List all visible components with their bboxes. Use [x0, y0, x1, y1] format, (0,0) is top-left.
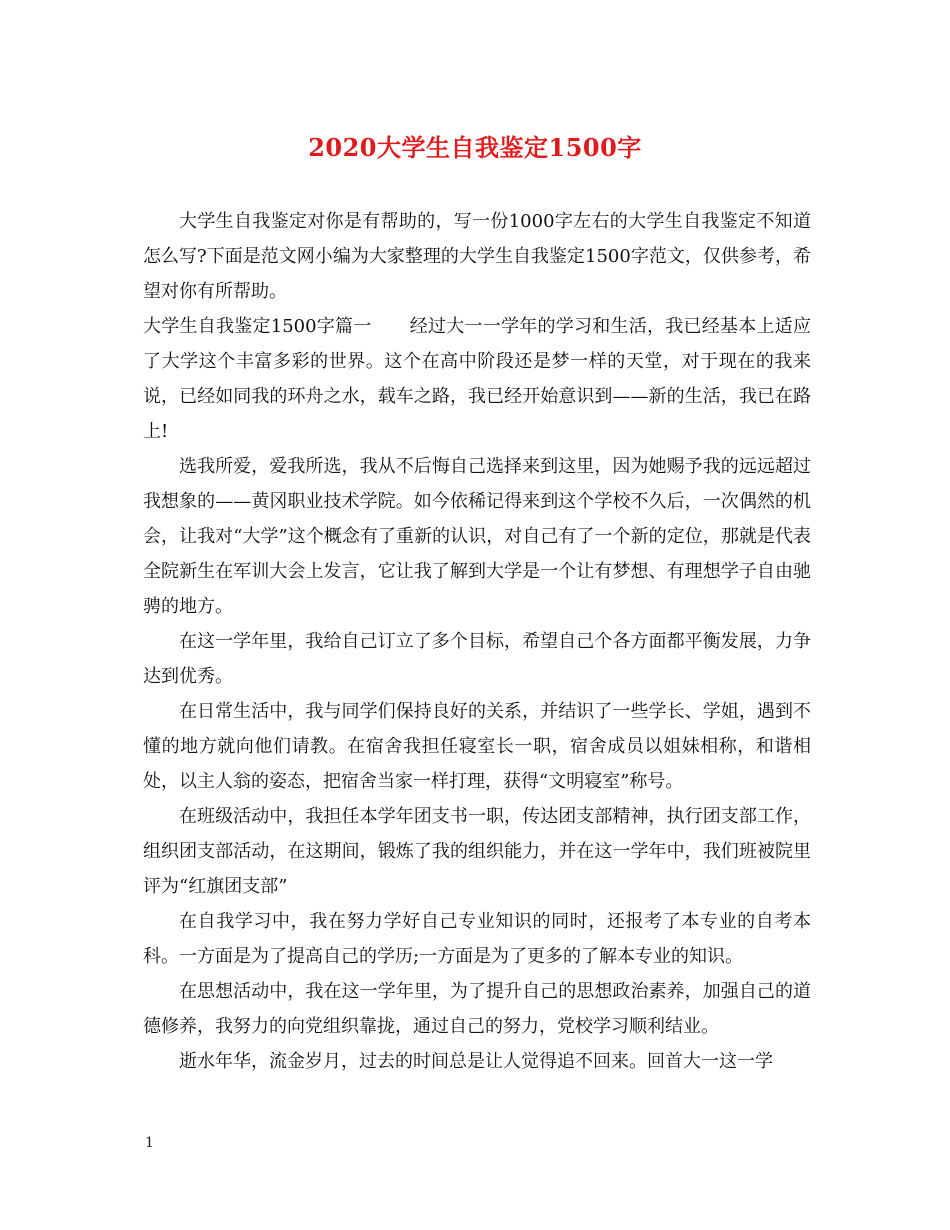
section-paragraph	[143, 309, 811, 449]
body-paragraph: 在这一学年里，我给自己订立了多个目标，希望自己个各方面都平衡发展，力争达到优秀。	[143, 631, 811, 687]
body-paragraph: 在日常生活中，我与同学们保持良好的关系，并结识了一些学长、学姐，遇到不懂的地方就向他们请教。在宿舍我担任寝室长一职，宿舍成员以姐妹相称，和谐相处，以主人翁的姿态，把宿舍当家一样打理，获得“文明寝室”称号。	[143, 701, 811, 792]
page-number: 1	[145, 1135, 154, 1151]
body-paragraph: 在班级活动中，我担任本学年团支书一职，传达团支部精神，执行团支部工作，组织团支部活动，在这期间，锻炼了我的组织能力，并在这一学年中，我们班被院里评为“红旗团支部”	[143, 806, 811, 897]
body-paragraph: 在自我学习中，我在努力学好自己专业知识的同时，还报考了本专业的自考本科。一方面是为了提高自己的学历;一方面是为了更多的了解本专业的知识。	[143, 911, 811, 967]
document-body	[143, 204, 811, 1079]
section-text: 经过大一一学年的学习和生活，我已经基本上适应了大学这个丰富多彩的世界。这个在高中阶段还是梦一样的天堂，对于现在的我来说，已经如同我的环舟之水，载车之路，我已经开始意识到——新的生活，我已在路上!	[143, 316, 812, 442]
body-paragraph: 在思想活动中，我在这一学年里，为了提升自己的思想政治素养，加强自己的道德修养，我努力的向党组织靠拢，通过自己的努力，党校学习顺利结业。	[143, 981, 811, 1037]
body-paragraph: 选我所爱，爱我所选，我从不后悔自己选择来到这里，因为她赐予我的远远超过我想象的——黄冈职业技术学院。如今依稀记得来到这个学校不久后，一次偶然的机会，让我对“大学”这个概念有了重新的认识，对自己有了一个新的定位，那就是代表全院新生在军训大会上发言，它让我了解到大学是一个让有梦想、有理想学子自由驰骋的地方。	[143, 456, 811, 617]
body-paragraph: 逝水年华，流金岁月，过去的时间总是让人觉得追不回来。回首大一这一学	[179, 1051, 773, 1072]
intro-paragraph: 大学生自我鉴定对你是有帮助的，写一份1000字左右的大学生自我鉴定不知道怎么写?下面是范文网小编为大家整理的大学生自我鉴定1500字范文，仅供参考，希望对你有所帮助。	[143, 211, 811, 302]
document-title: 2020大学生自我鉴定1500字	[308, 133, 642, 162]
section-heading: 大学生自我鉴定1500字篇一	[143, 316, 372, 337]
